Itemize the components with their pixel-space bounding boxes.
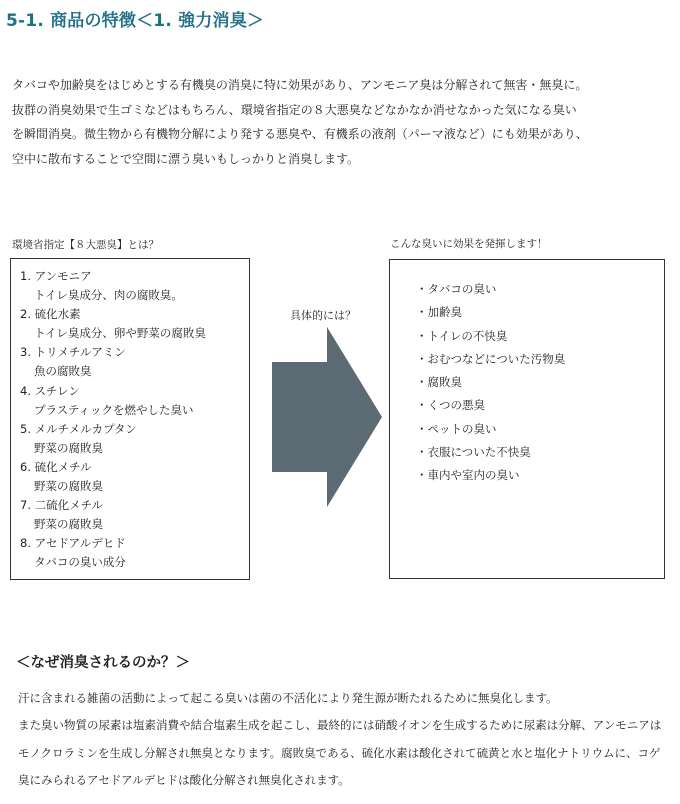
mechanism-line: モノクロラミンを生成し分解され無臭となります。腐敗臭である、硫化水素は酸化されて硫黄と水と塩化ナトリウムに、コゲ — [18, 745, 661, 760]
mechanism-line: また臭い物質の尿素は塩素消費や結合塩素生成を起こし、最終的には硝酸イオンを生成するために尿素は分解、アンモニアは — [18, 718, 662, 733]
odor-name: 3. トリメチルアミン — [20, 345, 126, 360]
odor-description: トイレ臭成分、卵や野菜の腐敗臭 — [34, 326, 206, 341]
effective-item: ・衣服についた不快臭 — [416, 445, 531, 460]
odor-name: 5. メルチメルカプタン — [20, 421, 137, 436]
intro-line: を瞬間消臭。微生物から有機物分解により発する悪臭や、有機系の液剤（パーマ液など）にも効果があり、 — [12, 127, 588, 141]
intro-line: 抜群の消臭効果で生ゴミなどはもちろん、環境省指定の８大悪臭などなかなか消せなかった気になる臭い — [12, 102, 577, 117]
odor-item — [20, 420, 249, 458]
effective-list — [390, 260, 664, 488]
effective-heading: こんな臭いに効果を発揮します！ — [390, 238, 548, 250]
effective-item: ・おむつなどについた汚物臭 — [416, 351, 566, 366]
effective-item: ・加齢臭 — [416, 305, 462, 320]
odor-name: 8. アセドアルデヒド — [20, 536, 126, 551]
odor-description: プラスティックを燃やした臭い — [34, 402, 194, 417]
odor-description: 魚の腐敗臭 — [34, 364, 92, 379]
effective-item: ・トイレの不快臭 — [416, 328, 508, 343]
odor-description: トイレ臭成分、肉の腐敗臭。 — [34, 288, 183, 303]
odor-item — [20, 534, 249, 572]
mechanism-paragraph — [18, 685, 678, 795]
odor-name: 1. アンモニア — [20, 269, 92, 283]
odor-name: 4. スチレン — [20, 383, 80, 398]
odor-description: 野菜の腐敗臭 — [34, 479, 103, 494]
effective-item: ・車内や室内の臭い — [416, 468, 520, 483]
intro-line: 空中に散布することで空間に漂う臭いもしっかりと消臭します。 — [12, 151, 360, 166]
odor-item — [20, 382, 249, 420]
odor-name: 6. 硫化メチル — [20, 459, 92, 474]
arrow-label: 具体的には？ — [290, 309, 356, 322]
odor-item — [20, 267, 249, 305]
page-title: 5-1. 商品の特徴＜1. 強力消臭＞ — [6, 11, 265, 31]
effective-item: ・ペットの臭い — [416, 421, 497, 436]
odor-item — [20, 496, 249, 534]
odor-description: タバコの臭い成分 — [34, 555, 126, 570]
eight-odors-list — [11, 259, 249, 573]
effective-item: ・タバコの臭い — [416, 282, 497, 296]
mechanism-line: 臭にみられるアセドアルデヒドは酸化分解され無臭化されます。 — [18, 773, 350, 788]
effective-item: ・腐敗臭 — [416, 375, 462, 390]
intro-line: タバコや加齢臭をはじめとする有機臭の消臭に特に効果があり、アンモニア臭は分解されて無害・無臭に。 — [12, 78, 588, 92]
odor-description: 野菜の腐敗臭 — [34, 440, 103, 455]
odor-item — [20, 343, 249, 381]
eight-odors-heading: 環境省指定【８大悪臭】とは？ — [12, 239, 159, 251]
odor-name: 7. 二硫化メチル — [20, 498, 104, 513]
intro-paragraph — [12, 73, 674, 171]
eight-odors-box — [10, 258, 250, 580]
arrow-shape — [272, 327, 382, 507]
odor-description: 野菜の腐敗臭 — [34, 517, 103, 532]
odor-item — [20, 458, 249, 496]
effective-item: ・くつの悪臭 — [416, 398, 485, 413]
effective-box — [389, 259, 665, 579]
odor-item — [20, 305, 249, 343]
odor-name: 2. 硫化水素 — [20, 307, 81, 322]
why-deodorize-heading: ＜なぜ消臭されるのか？＞ — [16, 655, 190, 671]
right-arrow-icon — [272, 327, 382, 507]
mechanism-line: 汗に含まれる雑菌の活動によって起こる臭いは菌の不活化により発生源が断たれるために無臭化します。 — [18, 691, 558, 705]
